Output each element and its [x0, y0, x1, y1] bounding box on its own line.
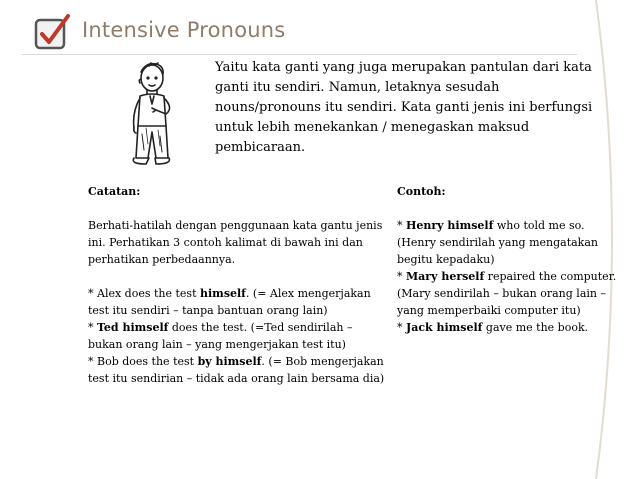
checkbox-check-icon: [32, 12, 74, 52]
catatan-example: * Ted himself does the test. (=Ted sendirilah – bukan orang lain – yang mengerjakan test itu): [88, 321, 353, 351]
intro-paragraph: Yaitu kata ganti yang juga merupakan pantulan dari kata ganti itu sendiri. Namun, letaknya sesudah nouns/pronouns itu sendiri. Kata ganti jenis ini berfungsi untuk lebih menekankan / menegaskan maksud pembicaraan.: [215, 60, 593, 155]
catatan-column: [88, 183, 388, 387]
catatan-note: Berhati-hatilah dengan penggunaan kata gantu jenis ini. Perhatikan 3 contoh kalimat di bawah ini dan perhatikan perbedaannya.: [88, 219, 383, 266]
contoh-heading: Contoh:: [397, 185, 446, 198]
slide-title: Intensive Pronouns: [82, 18, 286, 42]
catatan-example: * Bob does the test by himself. (= Bob mengerjakan test itu sendirian – tidak ada orang lain bersama dia): [88, 355, 385, 385]
catatan-example: * Alex does the test himself. (= Alex mengerjakan test itu sendiri – tanpa bantuan orang lain): [88, 287, 371, 317]
contoh-example: * Henry himself who told me so. (Henry sendirilah yang mengatakan begitu kepadaku): [397, 219, 598, 266]
pointing-man-illustration: [116, 58, 192, 168]
contoh-example: * Mary herself repaired the computer. (Mary sendirilah – bukan orang lain – yang memperbaiki computer itu): [397, 270, 617, 317]
contoh-column: [397, 183, 622, 336]
slide-header: [22, 6, 577, 55]
contoh-example: * Jack himself gave me the book.: [397, 321, 589, 334]
catatan-heading: Catatan:: [88, 185, 141, 198]
